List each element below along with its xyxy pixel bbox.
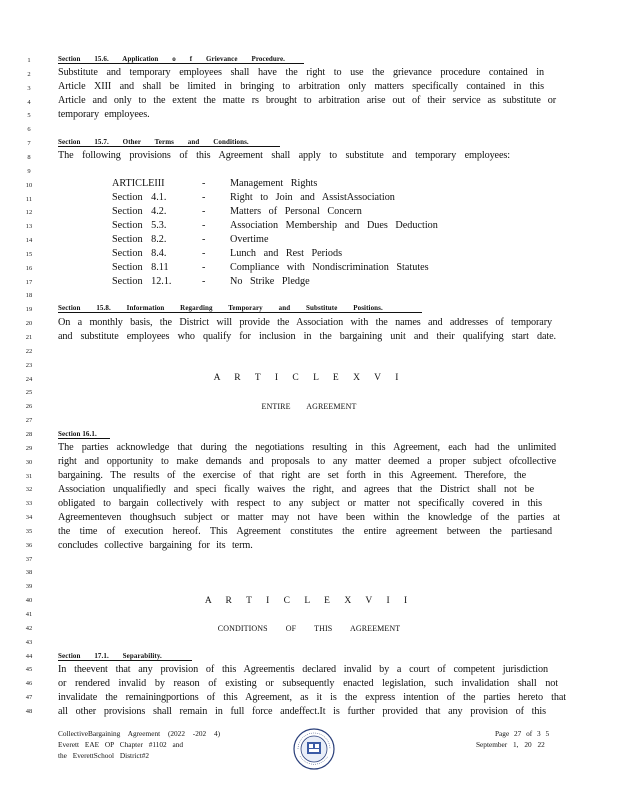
provision-dash: - bbox=[202, 220, 206, 231]
line-number: 47 bbox=[25, 694, 33, 702]
line-number: 46 bbox=[25, 680, 33, 688]
line-number: 37 bbox=[25, 555, 33, 563]
section-15-6-line-1: Substitute and temporary employees shall have the right to use the grievance procedure contained in bbox=[58, 67, 544, 78]
footer-left-line-1: CollectiveBargaining Agreement (2022 -202 4) bbox=[58, 729, 221, 738]
article-17-title: A R T I C L E X V I I bbox=[204, 596, 414, 606]
line-number: 39 bbox=[25, 583, 33, 591]
section-15-8-heading: Section 15.8. Information Regarding Temporary and Substitute Positions. bbox=[58, 304, 422, 313]
line-number: 12 bbox=[25, 209, 33, 217]
line-number: 6 bbox=[27, 126, 31, 134]
provision-dash: - bbox=[202, 276, 206, 287]
union-seal-logo bbox=[293, 728, 335, 770]
provision-title: Association Membership and Dues Deduction bbox=[230, 220, 438, 231]
provision-dash: - bbox=[202, 206, 206, 217]
section-15-7-heading: Section 15.7. Other Terms and Conditions. bbox=[58, 138, 280, 147]
section-15-8-line-2: and substitute employees who qualify for inclusion in the bargaining unit and their qualifying start date. bbox=[58, 331, 556, 342]
section-16-1-line-4: Association unqualifiedly and speci fically waives the right, and agrees that the District shall not be bbox=[58, 484, 534, 495]
section-17-1-line-3: invalidate the remainingportions of this Agreement, as it is the express intention of the parties hereto that bbox=[58, 692, 566, 703]
line-number: 27 bbox=[25, 417, 33, 425]
section-17-1-line-4: all other provisions shall remain in full force andeffect.It is further provided that any provision of this bbox=[58, 706, 546, 717]
line-number: 3 bbox=[27, 84, 31, 92]
line-number: 30 bbox=[25, 458, 33, 466]
section-16-1-line-2: right and opportunity to make demands and proposals to any matter deemed a proper subject ofcollective bbox=[58, 456, 556, 467]
provision-title: No Strike Pledge bbox=[230, 276, 310, 287]
line-number: 32 bbox=[25, 486, 33, 494]
footer-page-number: Page 27 of 3 5 bbox=[495, 729, 550, 738]
provision-dash: - bbox=[202, 192, 206, 203]
line-number: 7 bbox=[27, 140, 31, 148]
provision-ref: Section 4.2. bbox=[112, 206, 167, 217]
line-number: 44 bbox=[25, 652, 33, 660]
line-number: 33 bbox=[25, 500, 33, 508]
line-number: 9 bbox=[27, 167, 31, 175]
line-number: 1 bbox=[27, 57, 31, 64]
section-17-1-heading: Section 17.1. Separability. bbox=[58, 652, 192, 661]
section-16-1-heading: Section 16.1. bbox=[58, 430, 110, 439]
line-number: 15 bbox=[25, 250, 33, 258]
line-number: 43 bbox=[25, 638, 33, 646]
footer-left-line-3: the EverettSchool District#2 bbox=[58, 751, 150, 760]
line-number: 31 bbox=[25, 472, 33, 480]
provision-ref: Section 4.1. bbox=[112, 192, 167, 203]
provision-title: Management Rights bbox=[230, 178, 318, 189]
line-number: 48 bbox=[25, 707, 33, 715]
line-number: 42 bbox=[25, 624, 33, 632]
provision-title: Compliance with Nondiscrimination Statutes bbox=[230, 262, 429, 273]
line-number: 40 bbox=[25, 597, 33, 605]
section-16-1-line-6: Agreementeven thoughsuch subject or matter may not have been within the knowledge of the parties at bbox=[58, 512, 560, 523]
provision-title: Overtime bbox=[230, 234, 269, 245]
article-16-subtitle: ENTIRE AGREEMENT bbox=[261, 402, 357, 411]
article-17-subtitle: CONDITIONS OF THIS AGREEMENT bbox=[217, 624, 401, 633]
provision-ref: Section 5.3. bbox=[112, 220, 167, 231]
line-number: 26 bbox=[25, 403, 33, 411]
provision-ref: Section 12.1. bbox=[112, 276, 172, 287]
section-15-8-line-1: On a monthly basis, the District will provide the Association with the names and addresses of temporary bbox=[58, 317, 552, 328]
line-number: 19 bbox=[25, 306, 33, 314]
provision-dash: - bbox=[202, 262, 206, 273]
line-number: 23 bbox=[25, 361, 33, 369]
line-number: 13 bbox=[25, 223, 33, 231]
section-16-1-line-8: concludes collective bargaining for its term. bbox=[58, 540, 253, 551]
line-number: 5 bbox=[27, 112, 31, 120]
provision-title: Matters of Personal Concern bbox=[230, 206, 362, 217]
provision-title: Lunch and Rest Periods bbox=[230, 248, 343, 259]
article-16-title: A R T I C L E X V I bbox=[213, 373, 405, 383]
line-number: 21 bbox=[25, 334, 33, 341]
line-number: 11 bbox=[25, 195, 33, 203]
section-16-1-line-1: The parties acknowledge that during the negotiations resulting in this Agreement, each had the unlimited bbox=[58, 442, 556, 453]
line-number: 38 bbox=[25, 569, 33, 577]
line-number: 18 bbox=[25, 292, 33, 300]
provision-dash: - bbox=[202, 178, 206, 189]
line-number: 2 bbox=[27, 70, 31, 78]
section-15-6-line-2: Article XIII and shall be limited in bringing to arbitration only matters specifically contained in this bbox=[58, 81, 544, 92]
line-number: 8 bbox=[27, 153, 31, 161]
provision-title: Right to Join and AssistAssociation bbox=[230, 192, 395, 203]
provision-dash: - bbox=[202, 234, 206, 245]
provision-ref: ARTICLEIII bbox=[112, 178, 165, 189]
line-number: 16 bbox=[25, 264, 33, 272]
line-number: 25 bbox=[25, 389, 33, 397]
line-number: 34 bbox=[25, 514, 33, 522]
provision-ref: Section 8.4. bbox=[112, 248, 167, 259]
line-number: 4 bbox=[27, 98, 31, 106]
section-16-1-line-7: the time of execution hereof. This Agreement constitutes the entire agreement between the partiesand bbox=[58, 526, 552, 537]
line-number: 10 bbox=[25, 181, 33, 189]
section-15-6-line-3: Article and only to the extent the matte rs brought to arbitration arise out of their service as substitute or bbox=[58, 95, 556, 106]
section-17-1-line-2: or rendered invalid by reason of existing or subsequently enacted legislation, such invalidation shall not bbox=[58, 678, 558, 689]
provision-ref: Section 8.2. bbox=[112, 234, 167, 245]
line-number: 41 bbox=[25, 611, 33, 618]
footer-left-line-2: Everett EAE OP Chapter #1102 and bbox=[58, 740, 184, 749]
footer-date: September 1, 20 22 bbox=[476, 740, 545, 749]
provision-dash: - bbox=[202, 248, 206, 259]
line-number: 28 bbox=[25, 430, 33, 438]
line-number: 36 bbox=[25, 541, 33, 549]
line-number: 35 bbox=[25, 527, 33, 535]
line-number: 17 bbox=[25, 278, 33, 286]
line-number: 14 bbox=[25, 237, 33, 245]
line-number: 22 bbox=[25, 347, 33, 355]
section-16-1-line-3: bargaining. The results of the exercise of that right are set forth in this Agreement. Therefore, the bbox=[58, 470, 526, 481]
section-16-1-line-5: obligated to bargain collectively with respect to any subject or matter not specifically covered in this bbox=[58, 498, 542, 509]
line-number: 20 bbox=[25, 320, 33, 328]
section-17-1-line-1: In theevent that any provision of this Agreementis declared invalid by a court of competent jurisdiction bbox=[58, 664, 548, 675]
line-number: 24 bbox=[25, 375, 33, 383]
section-15-6-line-4: temporary employees. bbox=[58, 109, 150, 120]
line-number: 29 bbox=[25, 444, 33, 452]
section-15-7-intro: The following provisions of this Agreement shall apply to substitute and temporary employees: bbox=[58, 150, 510, 161]
section-15-6-heading: Section 15.6. Application o f Grievance Procedure. bbox=[58, 55, 304, 64]
provision-ref: Section 8.11 bbox=[112, 262, 169, 273]
line-number: 45 bbox=[25, 666, 33, 674]
